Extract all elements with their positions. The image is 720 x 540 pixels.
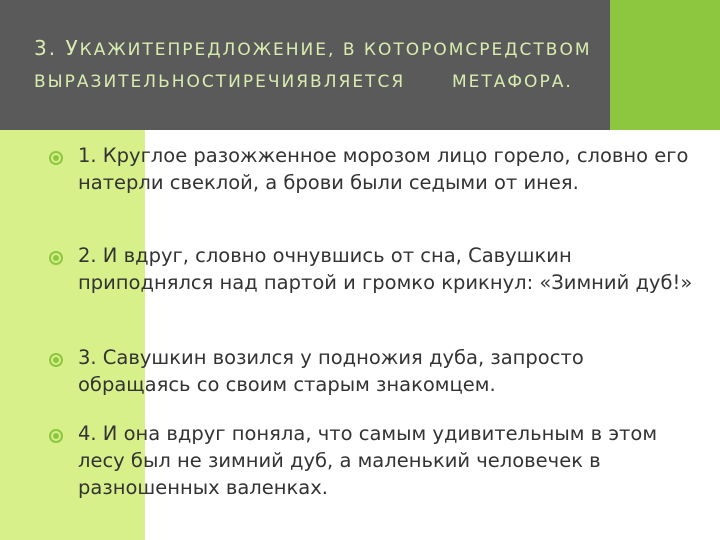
- slide-title-line-1: [34, 36, 592, 60]
- title-part-ukazhite: КАЖИТЕ: [79, 40, 168, 60]
- title-part-metafora: МЕТАФОРА: [452, 72, 566, 92]
- bullet-icon: [49, 151, 63, 165]
- bullet-icon: [49, 353, 63, 367]
- bullet-icon: [49, 251, 63, 265]
- title-metaphor-word: [452, 72, 573, 92]
- list-item-text: 4. И она вдруг поняла, что самым удивительным в этом лесу был не зимний дуб, а маленький человечек в разношенных валенках.: [78, 422, 658, 499]
- slide-title-line-2: [34, 72, 405, 92]
- title-part-number: 3. У: [34, 36, 80, 60]
- title-part-v-kotorom: , В КОТОРОМ: [328, 40, 466, 60]
- title-part-period: .: [565, 72, 573, 92]
- title-part-sredstvom: СРЕДСТВОМ: [465, 40, 592, 60]
- title-part-yavlyaetsya: ЯВЛЯЕТСЯ: [296, 72, 406, 92]
- title-part-predlozhenie: ПРЕДЛОЖЕНИЕ: [167, 40, 329, 60]
- list-item-text: 2. И вдруг, словно очнувшись от сна, Савушкин приподнялся над партой и громко крикнул: «Зимний дуб!»: [78, 244, 693, 294]
- title-part-vyrazitelnosti: ВЫРАЗИТЕЛЬНОСТИ: [34, 72, 243, 92]
- header-dark-panel: [0, 0, 610, 130]
- bullet-icon: [49, 429, 63, 443]
- list-item-text: 3. Савушкин возился у подножия дуба, запросто обращаясь со своим старым знакомцем.: [78, 346, 584, 396]
- list-item-text: 1. Круглое разожженное морозом лицо горело, словно его натерли свеклой, а брови были седыми от инея.: [78, 144, 689, 194]
- title-part-rechi: РЕЧИ: [242, 72, 297, 92]
